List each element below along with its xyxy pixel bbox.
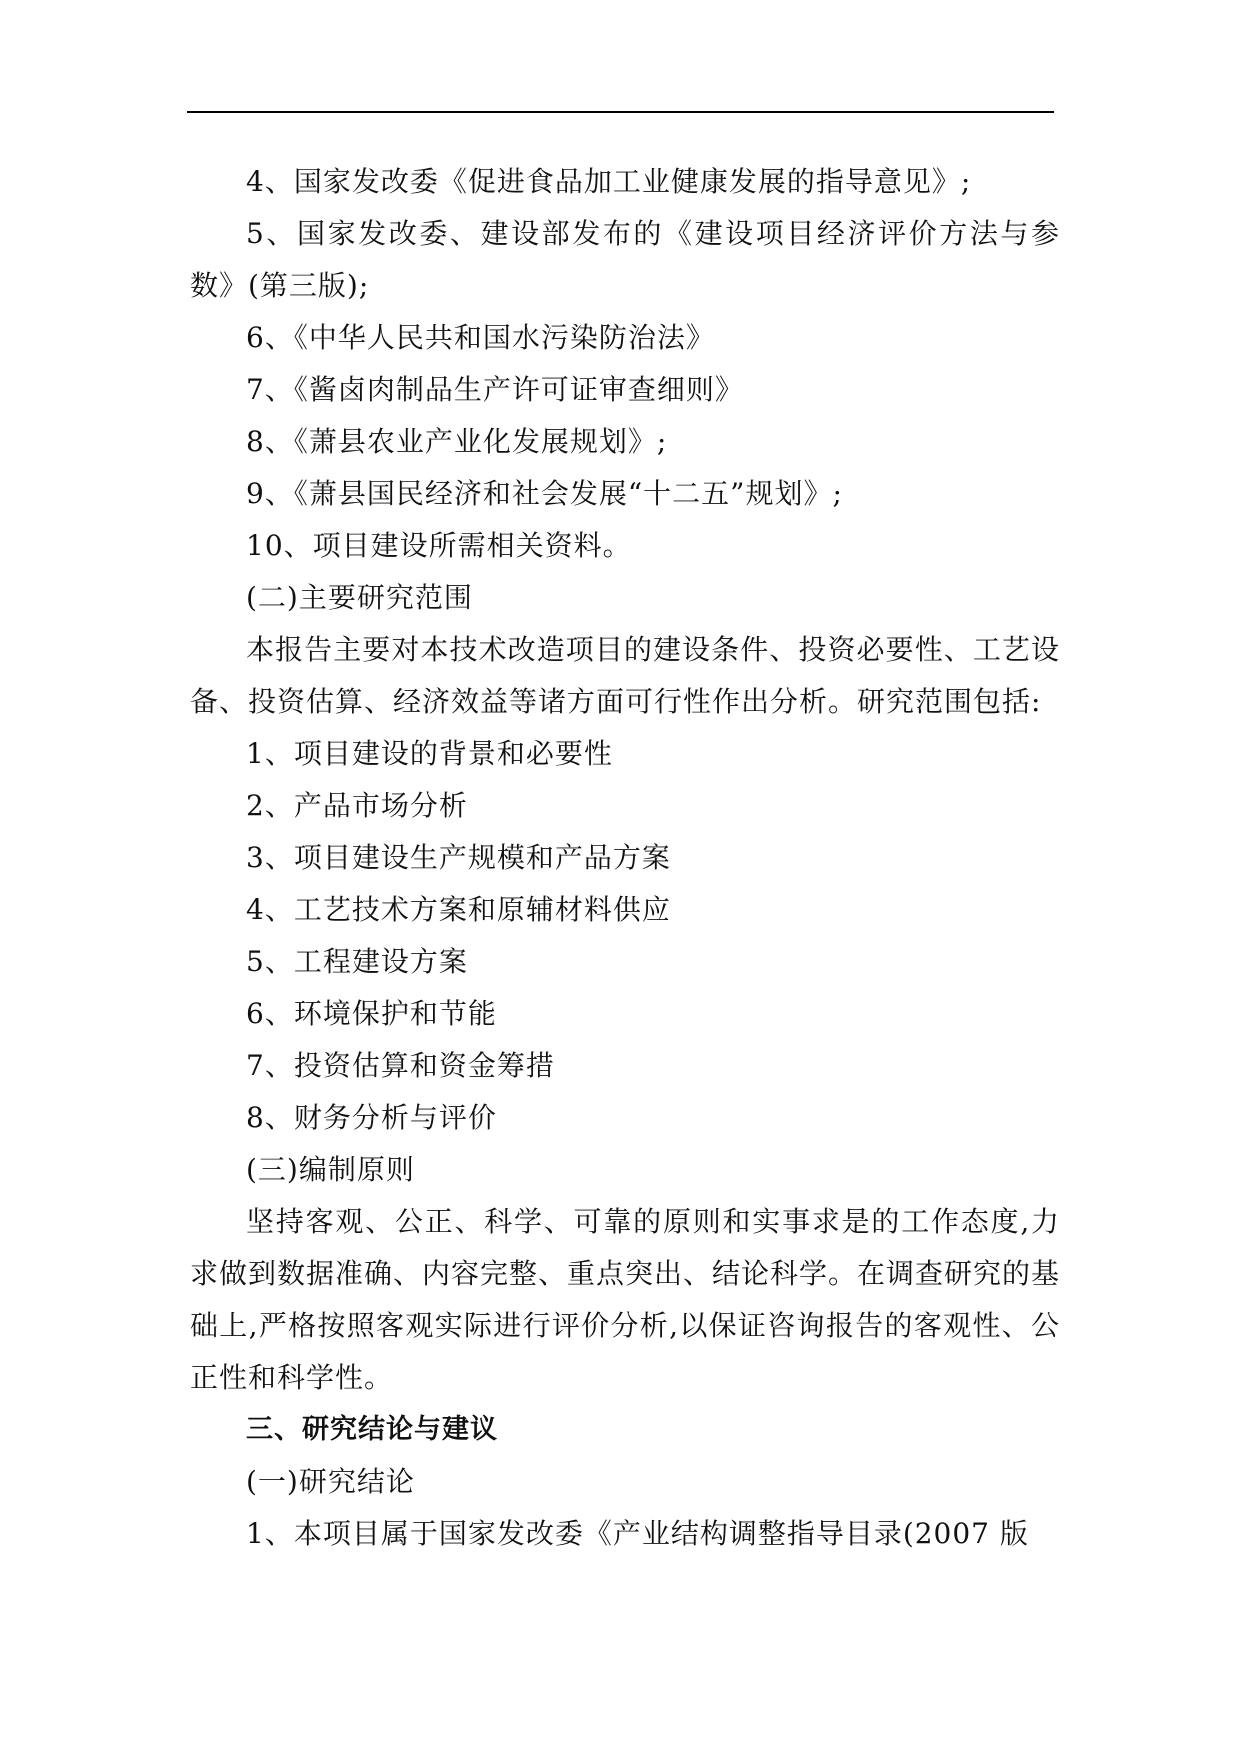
reference-item-5: 5、国家发改委、建设部发布的《建设项目经济评价方法与参数》(第三版);	[190, 217, 1060, 302]
scope-paragraph: 本报告主要对本技术改造项目的建设条件、投资必要性、工艺设备、投资估算、经济效益等诸方面可行性作出分析。研究范围包括:	[190, 633, 1060, 718]
scope-item-3: 3、项目建设生产规模和产品方案	[246, 841, 671, 874]
conclusion-item-1: 1、本项目属于国家发改委《产业结构调整指导目录(2007 版	[246, 1517, 1029, 1550]
principles-paragraph: 坚持客观、公正、科学、可靠的原则和实事求是的工作态度,力求做到数据准确、内容完整、重点突出、结论科学。在调查研究的基础上,严格按照客观实际进行评价分析,以保证咨询报告的客观性、公正性和科学性。	[190, 1205, 1061, 1394]
document-body	[190, 156, 1060, 1560]
reference-item-7: 7、《酱卤肉制品生产许可证审查细则》	[246, 373, 744, 406]
subheading-principles: (三)编制原则	[246, 1153, 415, 1186]
scope-item-6: 6、环境保护和节能	[246, 997, 497, 1030]
header-rule	[187, 111, 1054, 113]
reference-item-10: 10、项目建设所需相关资料。	[246, 529, 632, 562]
scope-item-4: 4、工艺技术方案和原辅材料供应	[246, 893, 671, 926]
scope-item-7: 7、投资估算和资金筹措	[246, 1049, 555, 1082]
reference-item-4: 4、国家发改委《促进食品加工业健康发展的指导意见》;	[246, 165, 972, 198]
reference-item-8: 8、《萧县农业产业化发展规划》;	[246, 425, 668, 458]
scope-item-8: 8、财务分析与评价	[246, 1101, 497, 1134]
scope-item-5: 5、工程建设方案	[246, 945, 468, 978]
subheading-conclusions: (一)研究结论	[246, 1465, 415, 1498]
scope-item-1: 1、项目建设的背景和必要性	[246, 737, 613, 770]
reference-item-6: 6、《中华人民共和国水污染防治法》	[246, 321, 715, 354]
reference-item-9: 9、《萧县国民经济和社会发展“十二五”规划》;	[246, 477, 843, 510]
subheading-research-scope: (二)主要研究范围	[246, 581, 473, 614]
scope-item-2: 2、产品市场分析	[246, 789, 468, 822]
section-heading-conclusions: 三、研究结论与建议	[246, 1414, 498, 1445]
